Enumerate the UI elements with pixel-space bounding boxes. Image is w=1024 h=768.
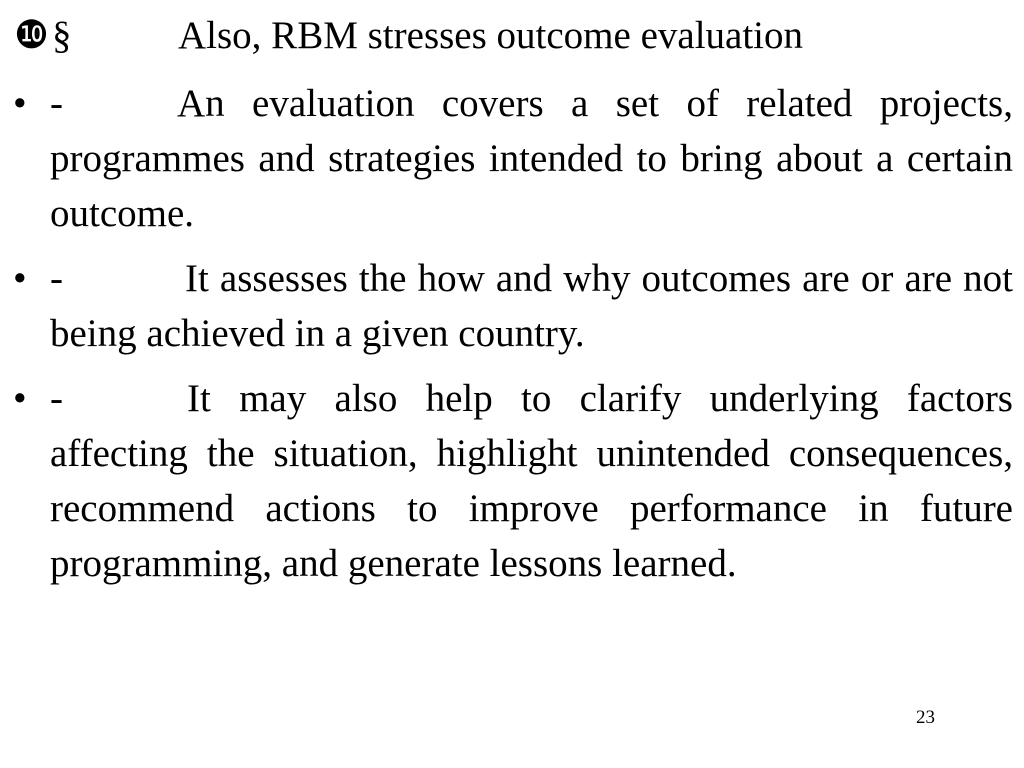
bullet-icon: • — [13, 377, 27, 420]
section-sign: § — [52, 14, 72, 57]
bullet-dash: - — [50, 377, 63, 420]
bullet-icon: • — [13, 257, 27, 300]
bullet-icon: • — [13, 82, 27, 125]
bullet-text: An evaluation covers a set of related projects, programmes and strategies intended to bring about a certain outcome. — [50, 82, 1013, 235]
bullet-text: It assesses the how and why outcomes are or are not being achieved in a given country. — [50, 257, 1013, 355]
bullet-dash: - — [50, 257, 63, 300]
bullet-list — [0, 76, 1024, 601]
bullet-dash: - — [50, 82, 63, 125]
bullet-text: It may also help to clarify underlying factors affecting the situation, highlight unintended consequences, recommend actions to improve performance in future programming, and generate lessons learned. — [50, 377, 1013, 585]
bullet-item — [0, 371, 1013, 591]
bullet-item — [0, 76, 1013, 241]
page-number: 23 — [916, 707, 935, 728]
bullet-item — [0, 251, 1013, 361]
slide-heading — [14, 10, 1014, 62]
numbered-marker-icon: ❿ — [14, 14, 49, 57]
heading-text: Also, RBM stresses outcome evaluation — [178, 14, 804, 57]
